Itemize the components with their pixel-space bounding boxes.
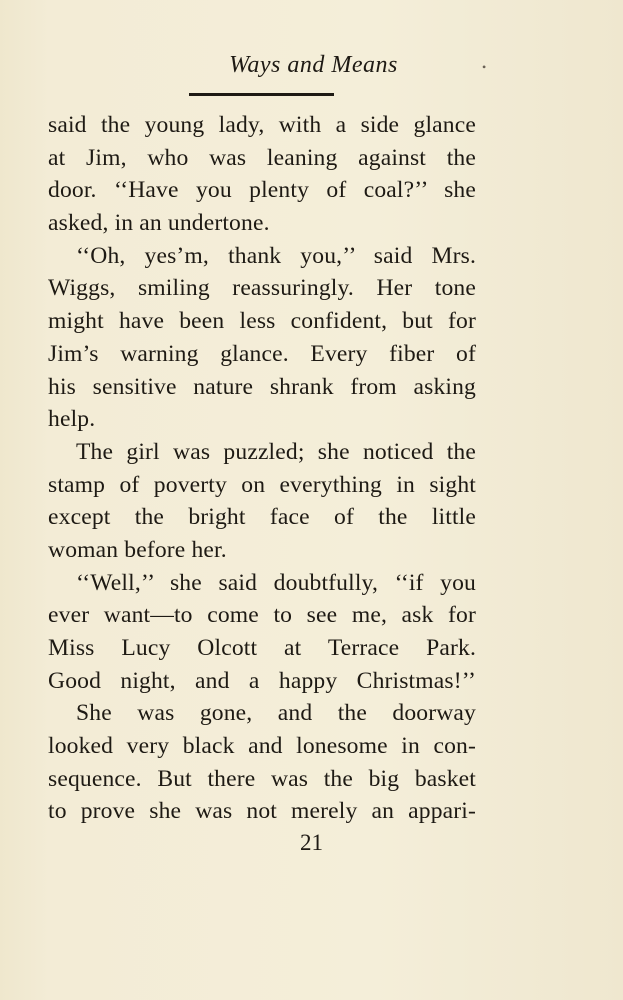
- text-line: door. ‘‘Have you plenty of coal?’’ she: [48, 177, 476, 204]
- text-line: woman before her.: [48, 536, 227, 563]
- page-number: 21: [300, 830, 323, 855]
- text-line: ‘‘Oh, yes’m, thank you,’’ said Mrs.: [76, 242, 476, 269]
- running-head: Ways and Means: [229, 52, 398, 78]
- text-line: sequence. But there was the big basket: [48, 765, 476, 792]
- margin-speck: •: [482, 60, 487, 74]
- text-line: said the young lady, with a side glance: [48, 112, 476, 138]
- body-text: [48, 109, 476, 828]
- page-header: [0, 52, 623, 79]
- header-rule: [189, 93, 334, 96]
- text-line: at Jim, who was leaning against the: [48, 144, 476, 171]
- text-line: Wiggs, smiling reassuringly. Her tone: [48, 275, 476, 302]
- text-line: except the bright face of the little: [48, 504, 476, 531]
- text-line: The girl was puzzled; she noticed the: [76, 438, 476, 465]
- text-line: might have been less confident, but for: [48, 308, 476, 335]
- text-line: Miss Lucy Olcott at Terrace Park.: [48, 635, 476, 661]
- text-line: Good night, and a happy Christmas!’’: [48, 667, 476, 694]
- text-line: stamp of poverty on everything in sight: [48, 471, 476, 498]
- text-line: She was gone, and the doorway: [76, 700, 476, 727]
- text-line: Jim’s warning glance. Every fiber of: [48, 340, 476, 367]
- text-line: his sensitive nature shrank from asking: [48, 373, 476, 400]
- text-line: looked very black and lonesome in con-: [48, 733, 476, 760]
- text-line: ever want—to come to see me, ask for: [48, 602, 476, 629]
- text-line: asked, in an undertone.: [48, 210, 270, 237]
- text-line: to prove she was not merely an appari-: [48, 798, 476, 825]
- text-line: ‘‘Well,’’ she said doubtfully, ‘‘if you: [76, 569, 476, 596]
- text-line: help.: [48, 406, 96, 433]
